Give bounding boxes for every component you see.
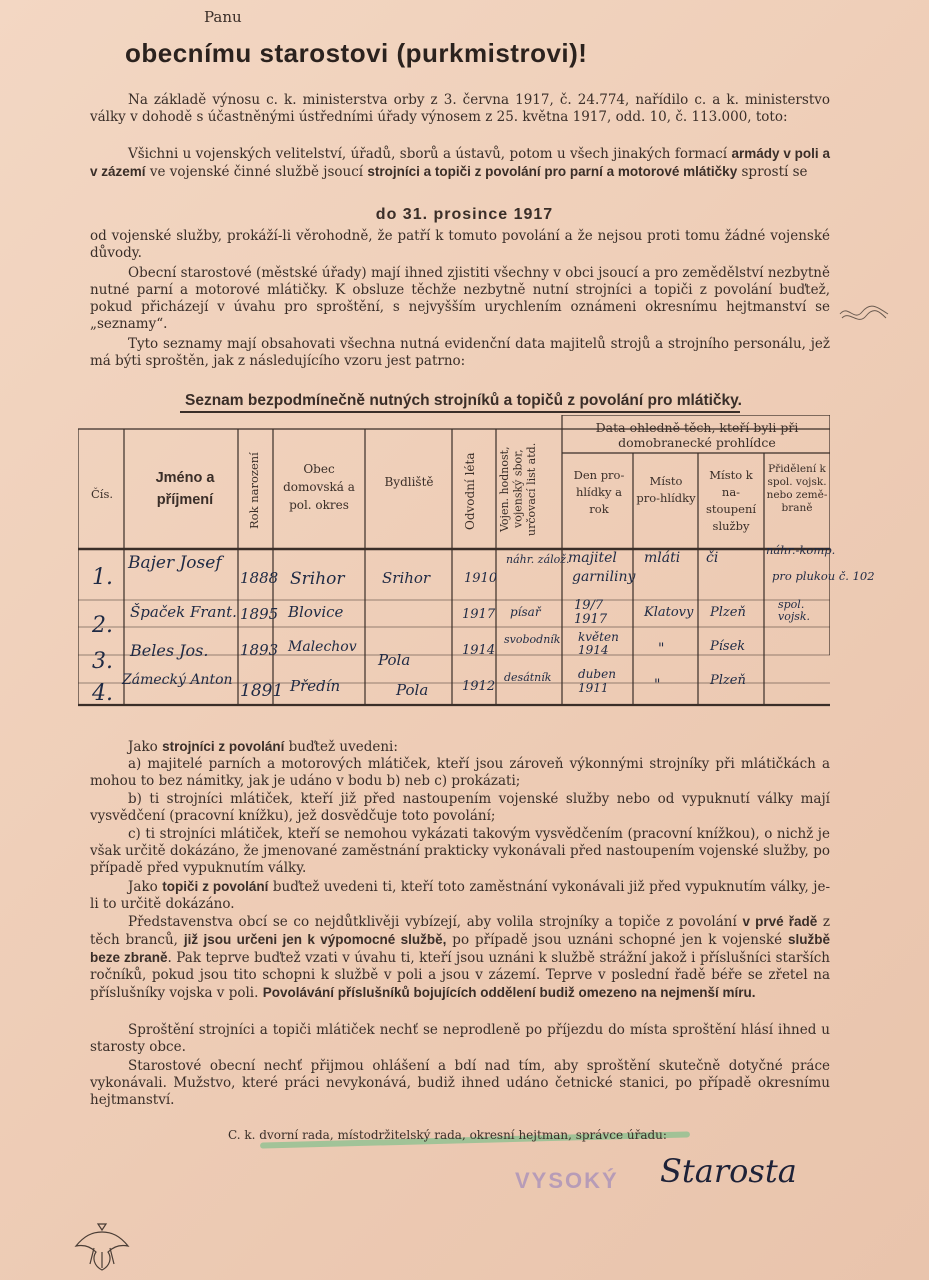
p7-bold-b: již jsou určeni jen k výpomocné službě, (183, 932, 447, 947)
list-item-c: c) ti strojníci mlátiček, kteří se nemohou vykázati takovým vysvědčením (pracovní knížkou), o nichž je však určitě dokázáno, že jmenované zaměstnání prakticky vykonávali před nastoupením vojenské služby, po případě před vypuknutím války. (90, 826, 830, 876)
p5-text-b: buďtež uvedeni: (284, 739, 398, 755)
row1-obec: Srihor (290, 569, 345, 589)
row2-den: 19/7 1917 (574, 598, 608, 627)
row2-name: Špaček Frant. (130, 603, 237, 621)
paragraph-8: Sproštění strojníci a topiči mlátiček nechť se neprodleně po příjezdu do místa sproštění hlásí ihned u starosty obce. (90, 1022, 830, 1055)
row3-year: 1893 (240, 641, 279, 659)
row1-den: majitel (568, 550, 617, 566)
salutation: Panu (204, 8, 242, 26)
paragraph-6 (90, 878, 830, 913)
signature-line: C. k. dvorní rada, místodržitelský rada, okresní hejtman, správce úřadu: (228, 1128, 667, 1142)
scribble-mark-icon (838, 300, 890, 326)
col-vojen: Vojen. hodnost, vojenský sbor, určovací list atd. (498, 442, 538, 536)
table-title: Seznam bezpodmínečně nutných strojníků a topičů z povolání pro mlátičky. (185, 392, 742, 409)
paragraph-3: Obecní starostové (městské úřady) mají ihned zjistiti všechny v obci jsoucí a pro zemědělství nezbytně nutné parní a motorové mlátičky. K obsluze těchže nezbytně nutní strojníci a topiči z povolání buďtež, pokud přicházejí v úvahu pro sproštění, s nejvyšším urychlením oznámeni okresnímu hejtmanství se „seznamy“. (90, 265, 830, 332)
col-misto: Místo pro-hlídky (636, 474, 696, 505)
p6-text-b: buďtež uvedeni ti, kteří toto zaměstnání vykonávali již před vypuknutím války, je-li to určitě dokázáno. (90, 879, 830, 912)
row1-misto: mláti (644, 550, 681, 566)
col-cis: Čís. (90, 487, 114, 501)
p7-bold-c: službě beze zbraně (90, 932, 830, 965)
paragraph-7 (90, 913, 830, 1002)
eagle-emblem-icon (72, 1222, 132, 1274)
col-jmeno: Jméno a příjmení (155, 470, 215, 508)
row2-misto-nast: Plzeň (710, 605, 746, 620)
row4-obec: Předín (290, 677, 341, 695)
row1-year: 1888 (240, 569, 279, 587)
p7-text-d: . Pak teprve buďtež vzati v úvahu ti, kteří jsou uznáni k službě strážní jakož i příslušníci starších ročníků, pokud jsou tito schopni k službě v poli a jsou v zázemí. Teprve v poslední řadě béře se zřetel na příslušníky vojska v poli. (90, 950, 830, 1001)
para1-bold-a: armády v poli a v zázemí (90, 146, 830, 179)
p6-text-a: Jako (128, 879, 163, 895)
row3-misto: " (658, 641, 665, 657)
para1-bold-b: strojníci a topiči z povolání pro parní a motorové mlátičky (367, 164, 738, 179)
row1-note-a: garniliny (572, 569, 636, 585)
row1-num: 1. (92, 565, 113, 590)
row2-misto: Klatovy (644, 605, 694, 620)
paragraph-4: Tyto seznamy mají obsahovati všechna nutná evidenční data majitelů strojů a strojního personálu, jež má býti sproštěn, jak z následujícího vzoru jest patrno: (90, 336, 830, 369)
row3-misto-nast: Písek (710, 639, 746, 654)
page-title: obecnímu starostovi (purkmistrovi)! (125, 38, 588, 68)
row1-name: Bajer Josef (128, 553, 222, 573)
para1-text-c: sprostí se (737, 164, 808, 180)
signature: Starosta (660, 1152, 797, 1190)
row3-num: 3. (92, 649, 113, 674)
row4-vojen: desátník (504, 671, 552, 684)
row4-year: 1891 (240, 681, 284, 701)
row1-odvod: 1910 (464, 571, 498, 586)
col-misto-nastoupeni: Místo k na-stoupení služby (705, 468, 757, 533)
col-odvodni: Odvodní léta (463, 452, 477, 530)
paragraph-2: od vojenské služby, prokáží-li věrohodně, že patří k tomuto povolání a že nejsou proti tomu žádné vojenské důvody. (90, 228, 830, 261)
col-group-header: Data ohledně těch, kteří byli při domobranecké prohlídce (595, 420, 799, 450)
row2-year: 1895 (240, 605, 279, 623)
stamp: VYSOKÝ (515, 1168, 619, 1193)
col-rok: Rok narození (247, 452, 261, 530)
p5-text-a: Jako (128, 739, 163, 755)
intro-paragraph: Na základě výnosu c. k. ministerstva orby z 3. června 1917, č. 24.774, nařídilo c. a k. ministerstvo války v dohodě s účastněnými ústředními úřady výnosem z 25. května 1917, odd. 10, č. 113.000, toto: (90, 92, 830, 125)
p7-text-c: po případě jsou uznáni schopné jen k vojenské (446, 932, 788, 948)
row1-bydliste: Srihor (382, 569, 431, 587)
row1-prid: náhr.-komp. (766, 543, 836, 557)
para1-text-b: ve vojenské činné službě jsoucí (145, 164, 368, 180)
p6-bold: topiči z povolání (162, 879, 269, 894)
row4-misto-nast: Plzeň (710, 673, 746, 688)
list-item-a: a) majitelé parních a motorových mlátiček, kteří jsou zároveň výkonnými strojníky při mlátičkách a mohou to bez námitky, jak je udáno v bodu b) neb c) prokázati; (90, 756, 830, 789)
row3-bydliste: Pola (378, 651, 411, 669)
p7-bold-a: v prvé řadě (742, 914, 818, 929)
p7-text-b: z těch branců, (90, 914, 830, 948)
deadline-date: do 31. prosince 1917 (375, 206, 554, 223)
row3-odvod: 1914 (462, 643, 496, 658)
row2-obec: Blovice (288, 603, 344, 621)
row1-misto-nast: či (706, 550, 719, 566)
row3-den: květen 1914 (578, 630, 619, 657)
col-den: Den pro-hlídky a rok (573, 468, 625, 516)
row3-obec: Malechov (288, 639, 357, 655)
row3-vojen: svobodník (504, 633, 561, 646)
p7-bold-d: Povolávání příslušníků bojujících oddělení budiž omezeno na nejmenší míru. (262, 985, 756, 1000)
row4-name: Zámecký Anton (122, 672, 233, 688)
para1-text-a: Všichni u vojenských velitelství, úřadů, sborů a ústavů, potom u všech jinakých formací (128, 146, 732, 162)
col-obec: Obec domovská a pol. okres (283, 462, 355, 512)
row4-bydliste: Pola (396, 681, 429, 699)
row4-num: 4. (92, 681, 113, 706)
row1-vojen: náhr. zálož. (506, 553, 570, 566)
row4-misto: " (654, 677, 661, 693)
row2-vojen: písař (510, 605, 541, 619)
paragraph-5 (90, 738, 830, 756)
p7-text-a: Představenstva obcí se co nejdůtklivěji vybízejí, aby volila strojníky a topiče z povolání (128, 914, 743, 930)
p5-bold: strojníci z povolání (162, 739, 285, 754)
row4-odvod: 1912 (462, 679, 496, 694)
row4-den: duben 1911 (578, 667, 616, 695)
paragraph-9: Starostové obecní nechť přijmou ohlášení a bdí nad tím, aby sproštění skutečně dotyčné práce vykonávali. Mužstvo, které práci nevykonává, budiž ihned udáno četnické stanici, po případě okresnímu hejtmanství. (90, 1058, 830, 1108)
col-prideleni: Přidělení k spol. vojsk. nebo země-braně (766, 463, 828, 514)
row2-odvod: 1917 (462, 607, 496, 622)
table-title-underline (180, 411, 740, 413)
row2-prid: spol. vojsk. (778, 598, 811, 623)
row1-note-b: pro plukou č. 102 (772, 569, 875, 583)
row3-name: Beles Jos. (130, 641, 209, 660)
list-item-b: b) ti strojníci mlátiček, kteří již před nastoupením vojenské služby nebo od vypuknutí války mají vysvědčení (pracovní knížku), jež dosvědčuje toto povolání; (90, 791, 830, 824)
register-table (78, 415, 875, 715)
paragraph-1 (90, 145, 830, 181)
col-bydliste: Bydliště (384, 475, 434, 489)
row2-num: 2. (92, 613, 113, 638)
